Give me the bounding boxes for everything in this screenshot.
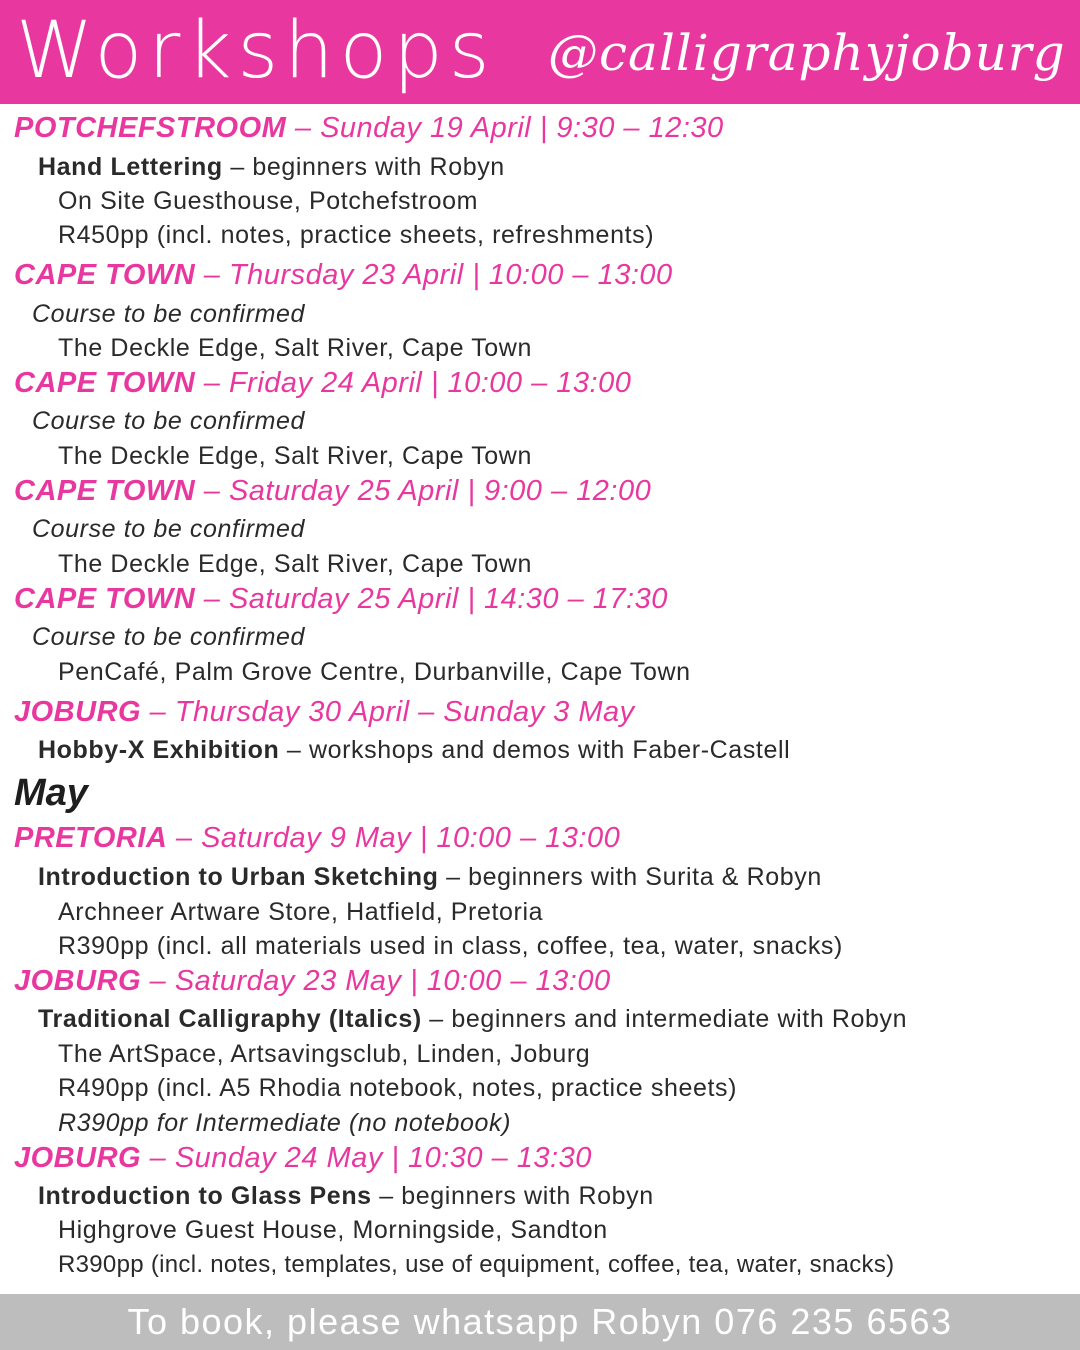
event-venue: On Site Guesthouse, Potchefstroom [58,187,479,215]
event-city: CAPE TOWN [14,367,196,399]
event-course [38,1005,907,1034]
event-datetime: – Sunday 19 April | 9:30 – 12:30 [286,112,724,144]
event-city: JOBURG [14,965,142,997]
event-course-tbc: Course to be confirmed [32,515,306,543]
course-description: – beginners with Robyn [371,1182,654,1210]
event-city: PRETORIA [14,822,168,854]
event-datetime: – Friday 24 April | 10:00 – 13:00 [195,367,632,399]
booking-footer: To book, please whatsapp Robyn 076 235 6563 [0,1294,1080,1350]
event-course [38,863,822,892]
event-course [38,1182,654,1211]
header-banner [0,0,1080,104]
event-datetime: – Saturday 9 May | 10:00 – 13:00 [167,822,621,854]
event-heading [14,112,724,145]
event-city: CAPE TOWN [14,475,196,507]
event-venue: The Deckle Edge, Salt River, Cape Town [58,550,532,578]
event-venue: The Deckle Edge, Salt River, Cape Town [58,334,532,362]
course-description: – beginners with Robyn [222,153,505,181]
social-handle: @calligraphyjoburg [548,24,1066,82]
event-heading [14,475,651,508]
event-price: R390pp (incl. notes, templates, use of equipment, coffee, tea, water, snacks) [58,1251,895,1278]
event-course [38,736,790,765]
course-description: – beginners and intermediate with Robyn [421,1005,908,1033]
event-price: R390pp (incl. all materials used in class, coffee, tea, water, snacks) [58,932,843,960]
event-city: JOBURG [14,1142,142,1174]
event-city: POTCHEFSTROOM [14,112,287,144]
event-heading [14,696,635,729]
event-heading [14,965,611,998]
event-price: R450pp (incl. notes, practice sheets, refreshments) [58,221,655,249]
event-venue: Archneer Artware Store, Hatfield, Pretoria [58,898,544,926]
page-title: Workshops [16,6,496,96]
event-datetime: – Saturday 25 April | 9:00 – 12:00 [195,475,652,507]
event-heading [14,367,631,400]
event-heading [14,1142,592,1175]
event-venue: The ArtSpace, Artsavingsclub, Linden, Joburg [58,1040,591,1068]
event-datetime: – Thursday 30 April – Sunday 3 May [141,696,635,728]
course-name: Hobby-X Exhibition [38,736,280,764]
event-price-note: R390pp for Intermediate (no notebook) [58,1109,512,1137]
event-city: JOBURG [14,696,142,728]
event-venue: The Deckle Edge, Salt River, Cape Town [58,442,532,470]
event-heading [14,259,673,292]
course-name: Traditional Calligraphy (Italics) [38,1005,422,1033]
course-name: Hand Lettering [38,153,223,181]
event-heading [14,583,668,616]
event-city: CAPE TOWN [14,583,196,615]
course-description: – workshops and demos with Faber-Castell [279,736,791,764]
event-datetime: – Sunday 24 May | 10:30 – 13:30 [141,1142,592,1174]
month-heading: May [14,772,88,814]
event-course-tbc: Course to be confirmed [32,300,306,328]
event-heading [14,822,620,855]
course-name: Introduction to Urban Sketching [38,863,439,891]
event-venue: PenCafé, Palm Grove Centre, Durbanville, Cape Town [58,658,691,686]
event-price: R490pp (incl. A5 Rhodia notebook, notes, practice sheets) [58,1074,738,1102]
event-datetime: – Thursday 23 April | 10:00 – 13:00 [195,259,673,291]
event-datetime: – Saturday 23 May | 10:00 – 13:00 [141,965,611,997]
course-name: Introduction to Glass Pens [38,1182,372,1210]
course-description: – beginners with Surita & Robyn [438,863,822,891]
event-city: CAPE TOWN [14,259,196,291]
event-datetime: – Saturday 25 April | 14:30 – 17:30 [195,583,668,615]
event-course-tbc: Course to be confirmed [32,623,306,651]
event-course-tbc: Course to be confirmed [32,407,306,435]
event-venue: Highgrove Guest House, Morningside, Sandton [58,1216,608,1244]
event-course [38,153,505,182]
